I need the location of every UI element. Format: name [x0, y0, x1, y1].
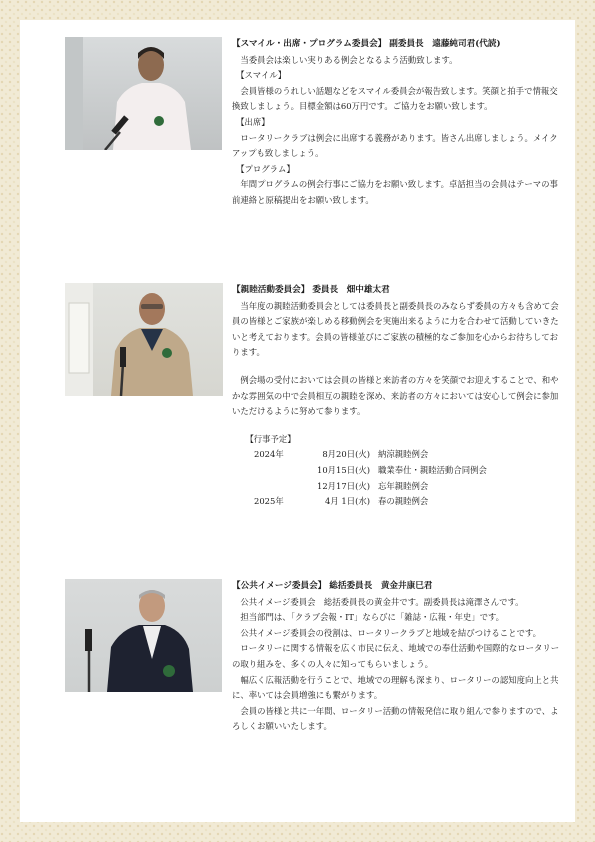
paragraph: 会員の皆様と共に一年間、ロータリー活動の情報発信に取り組んで参りますので、よろしくお願いいたします。	[232, 705, 559, 732]
schedule-row	[232, 494, 562, 510]
paragraph: 例会場の受付においては会員の皆様と来訪者の方々を笑顔でお迎えすることで、和やかな雰囲気の中で会員相互の親睦を深め、来訪者の方々においては安心して例会に参加いただけるように努めて参ります。	[232, 374, 559, 417]
paragraph: 当委員会は楽しい実りある例会となるよう活動致します。	[240, 54, 458, 65]
section-smile-attendance-program	[232, 37, 562, 209]
section-public-image	[232, 579, 562, 735]
schedule-list	[232, 447, 562, 509]
speaker-2-figure	[65, 283, 223, 396]
speaker-photo-2	[65, 283, 223, 396]
paragraph: 公共イメージ委員会の役割は、ロータリークラブと地域を結びつけることです。	[240, 627, 541, 638]
speaker-1-figure	[65, 37, 222, 150]
speaker-photo-1	[65, 37, 222, 150]
schedule-date: 8月20日(火)	[322, 449, 370, 460]
paragraph: 年間プログラムの例会行事にご協力をお願い致します。卓話担当の会員はテーマの事前連絡と原稿提出をお願い致します。	[232, 179, 558, 205]
schedule-row	[232, 479, 562, 495]
section-fellowship	[232, 283, 562, 510]
subheading: 【出席】	[236, 116, 270, 127]
schedule-year	[254, 463, 304, 479]
schedule-event: 職業奉仕・親睦活動合同例会	[378, 464, 487, 475]
schedule-date: 12月17日(火)	[317, 480, 370, 491]
schedule-event: 納涼親睦例会	[378, 449, 429, 460]
schedule-event: 春の親睦例会	[378, 496, 429, 507]
schedule-year: 2025年	[254, 496, 284, 507]
subheading: 【行事予定】	[245, 433, 296, 444]
paragraph: 担当部門は、「クラブ会報・IT」ならびに「雑誌・広報・年史」です。	[240, 612, 505, 623]
schedule-row	[232, 447, 562, 463]
schedule-year	[254, 479, 304, 495]
section-title: 【スマイル・出席・プログラム委員会】 副委員長 遠藤純司君(代読)	[232, 39, 501, 49]
section-title: 【公共イメージ委員会】 総括委員長 黄金井康巳君	[232, 581, 433, 591]
schedule-year: 2024年	[254, 449, 284, 460]
paragraph: 幅広く広報活動を行うことで、地域での理解も深まり、ロータリーの認知度向上と共に、率いては会員増強にも繋がります。	[232, 674, 559, 701]
speaker-3-figure	[65, 579, 222, 692]
paragraph: 会員皆様のうれしい話題などをスマイル委員会が報告致します。笑顔と拍手で情報交換致しましょう。目標金額は60万円です。ご協力をお願い致します。	[232, 85, 558, 112]
subheading: 【スマイル】	[236, 70, 287, 81]
schedule-event: 忘年親睦例会	[378, 480, 429, 491]
paragraph: ロータリークラブは例会に出席する義務があります。皆さん出席しましょう。メイクアップも致しましょう。	[232, 132, 558, 159]
subheading: 【プログラム】	[236, 163, 295, 174]
schedule-date: 4月 1日(水)	[325, 496, 370, 507]
paragraph: ロータリーに関する情報を広く市民に伝え、地域での奉仕活動や国際的なロータリーの取り組みを、多くの人々に知ってもらいましょう。	[232, 643, 560, 669]
schedule-row	[232, 463, 562, 479]
paragraph: 公共イメージ委員会 総括委員長の黄金井です。副委員長は滝澤さんです。	[240, 596, 524, 607]
schedule-date: 10月15日(火)	[317, 464, 370, 475]
speaker-photo-3	[65, 579, 222, 692]
section-title: 【親睦活動委員会】 委員長 畑中雄太君	[232, 285, 390, 295]
paragraph: 当年度の親睦活動委員会としては委員長と副委員長のみならず委員の方々も含めて会員の皆様とご家族が楽しめる移動例会を実施出来るように力を合わせて活動していきたいと考えております。会員の皆様並びにご家族の積極的なご参加を心からお待ちしております。	[232, 300, 559, 358]
